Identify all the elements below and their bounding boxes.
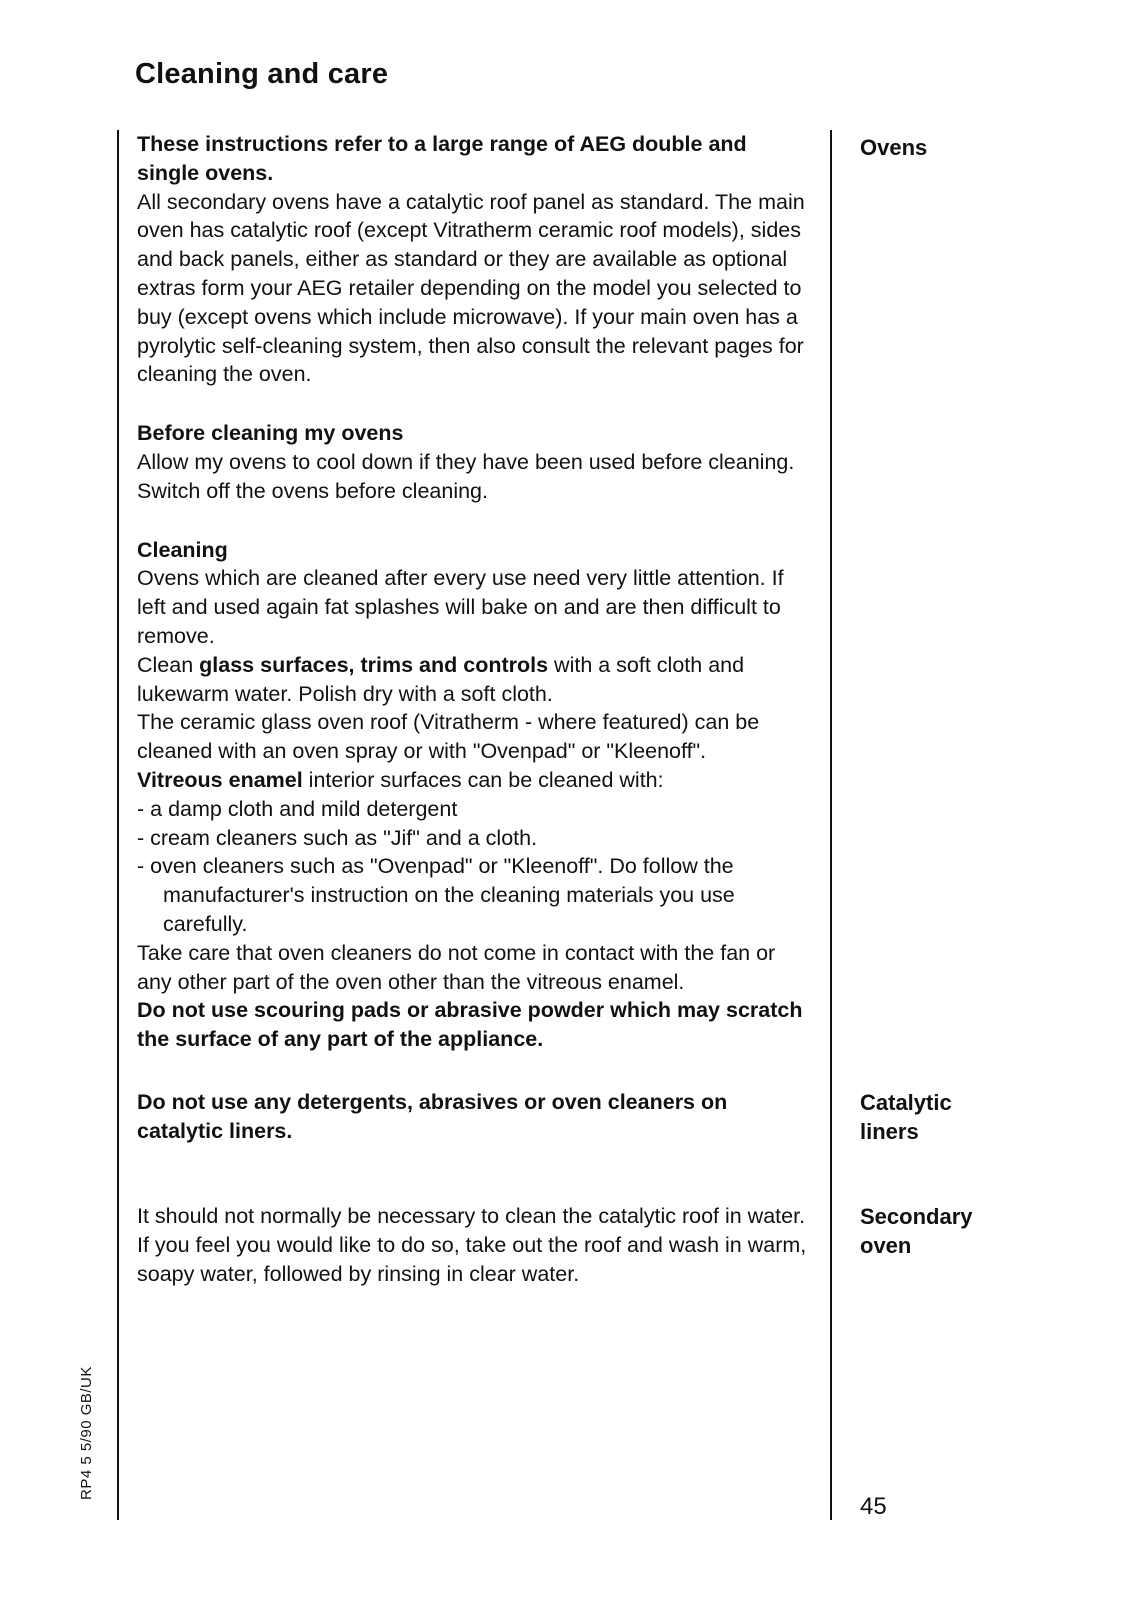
secondary-section — [137, 1202, 812, 1288]
bullet-item: - cream cleaners such as "Jif" and a cloth. — [137, 825, 538, 850]
bullet-item: - a damp cloth and mild detergent — [137, 796, 458, 821]
catalytic-warning: Do not use any detergents, abrasives or oven cleaners on catalytic liners. — [137, 1090, 728, 1143]
cleaning-heading: Cleaning — [137, 537, 228, 562]
side-heading-secondary — [860, 1202, 1100, 1260]
page-title: Cleaning and care — [135, 58, 389, 90]
ovens-section — [137, 130, 812, 1054]
cleaning-paragraph-3: The ceramic glass oven roof (Vitratherm - where featured) can be cleaned with an oven spray or with "Ovenpad" or "Kleenoff". — [137, 710, 760, 764]
document-code: RP4 5 5/90 GB/UK — [78, 1366, 95, 1500]
cleaning-paragraph-2 — [137, 651, 812, 709]
spacer — [137, 506, 812, 536]
right-column-rule — [830, 130, 832, 1520]
cleaning-paragraph-4 — [137, 766, 812, 795]
glass-post: with a soft cloth and lukewarm water. Polish dry with a soft cloth. — [137, 652, 745, 706]
catalytic-section — [137, 1088, 812, 1146]
cleaning-paragraph-1: Ovens which are cleaned after every use need very little attention. If left and used again fat splashes will bake on and are then difficult to remove. — [137, 566, 784, 648]
before-cleaning-heading: Before cleaning my ovens — [137, 421, 404, 446]
glass-pre: Clean — [137, 652, 200, 677]
side-heading-ovens — [860, 133, 1100, 162]
side-heading-secondary-line2: oven — [860, 1233, 912, 1258]
before-cleaning-text: Allow my ovens to cool down if they have been used before cleaning. Switch off the ovens before cleaning. — [137, 449, 795, 503]
intro-bold: These instructions refer to a large range of AEG double and single ovens. — [137, 132, 747, 185]
spacer — [137, 389, 812, 419]
bullet-item: - oven cleaners such as "Ovenpad" or "Kleenoff". Do follow the manufacturer's instruction on the cleaning materials you use carefully. — [137, 854, 735, 936]
side-heading-catalytic-line1: Catalytic — [860, 1090, 952, 1115]
side-heading-catalytic-line2: liners — [860, 1119, 919, 1144]
page-number: 45 — [860, 1493, 887, 1520]
intro-text: All secondary ovens have a catalytic roof panel as standard. The main oven has catalytic roof (except Vitratherm ceramic roof models), sides and back panels, either as standard or they are available as optional extras form your AEG retailer depending on the model you selected to buy (except ovens which include microwave). If your main oven has a pyrolytic self-cleaning system, then also consult the relevant pages for cleaning the oven. — [137, 189, 805, 387]
vitreous-post: interior surfaces can be cleaned with: — [302, 767, 664, 792]
side-heading-catalytic — [860, 1088, 1100, 1146]
glass-surfaces-bold: glass surfaces, trims and controls — [199, 652, 549, 677]
side-heading-ovens-label: Ovens — [860, 135, 928, 160]
side-heading-secondary-line1: Secondary — [860, 1204, 973, 1229]
secondary-oven-text: It should not normally be necessary to clean the catalytic roof in water. If you feel you would like to do so, take out the roof and wash in warm, soapy water, followed by rinsing in clear water. — [137, 1204, 807, 1286]
left-margin-rule — [117, 130, 119, 1520]
scouring-warning: Do not use scouring pads or abrasive powder which may scratch the surface of any part of the appliance. — [137, 998, 803, 1052]
cleaning-paragraph-5: Take care that oven cleaners do not come in contact with the fan or any other part of the oven other than the vitreous enamel. — [137, 940, 776, 994]
vitreous-enamel-bold: Vitreous enamel — [137, 767, 303, 792]
